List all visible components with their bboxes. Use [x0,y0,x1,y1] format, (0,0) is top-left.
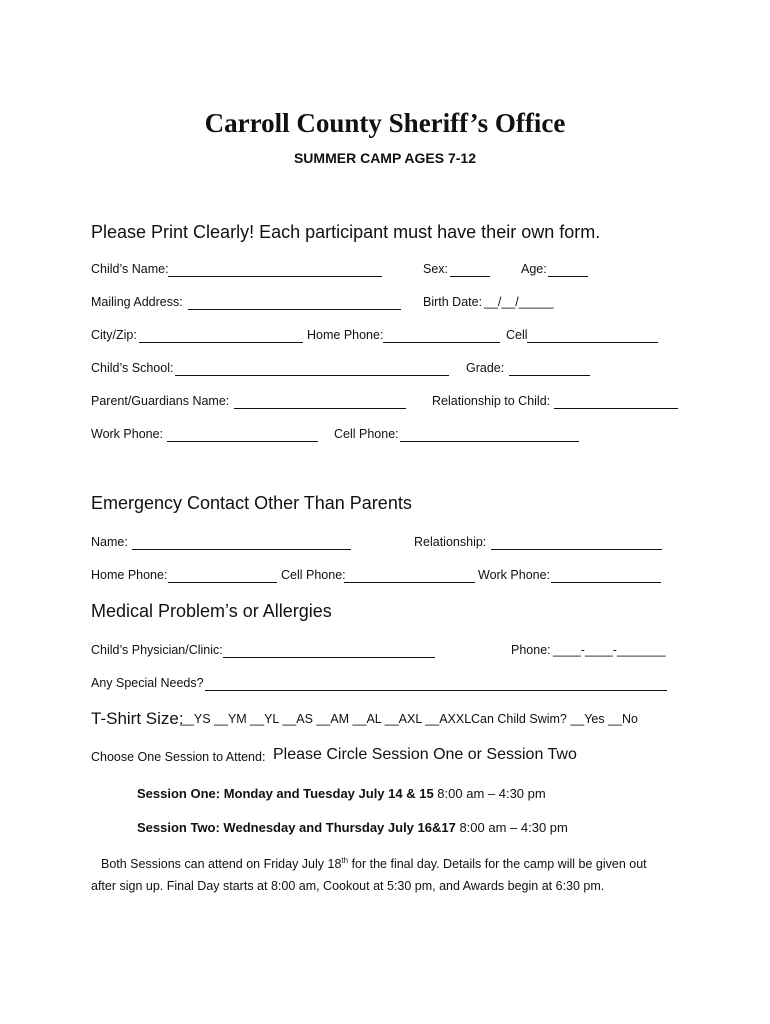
medical-heading: Medical Problem’s or Allergies [91,601,332,621]
city-zip-field[interactable] [139,330,303,343]
emergency-work-phone-label: Work Phone: [478,568,551,582]
home-phone-label: Home Phone: [307,328,384,342]
emergency-relationship-label: Relationship: [414,535,487,549]
emergency-name-label: Name: [91,535,128,549]
session-one-time: 8:00 am – 4:30 pm [433,786,546,801]
emergency-name-field[interactable] [132,537,351,550]
can-child-swim[interactable]: Can Child Swim? __Yes __No [471,712,638,726]
physician-phone-field[interactable]: ____-____-_______ [553,643,666,657]
session-two[interactable] [137,820,568,835]
emergency-relationship-field[interactable] [491,537,662,550]
instructions: Please Print Clearly! Each participant must have their own form. [91,222,601,242]
session-choice-label: Choose One Session to Attend: [91,750,266,764]
special-needs-label: Any Special Needs? [91,676,204,690]
childs-school-field[interactable] [175,363,449,376]
physician-phone-label: Phone: [511,643,551,657]
special-needs-field[interactable] [205,678,667,691]
grade-field[interactable] [509,363,590,376]
final-day-sup: th [341,856,349,865]
form-title: Carroll County Sheriff’s Office [204,108,566,138]
birth-date-field[interactable]: __/__/_____ [484,295,554,309]
work-phone-field[interactable] [167,429,318,442]
session-two-time: 8:00 am – 4:30 pm [455,820,568,835]
relationship-to-child-label: Relationship to Child: [432,394,551,408]
session-choice-instruction: Please Circle Session One or Session Two [273,746,577,763]
session-one-name: Session One: Monday and Tuesday July 14 & 15 [137,786,434,801]
emergency-home-phone-label: Home Phone: [91,568,168,582]
cell-field[interactable] [527,330,658,343]
childs-name-label: Child’s Name: [91,262,169,276]
childs-school-label: Child’s School: [91,361,174,375]
tshirt-size-options[interactable]: __YS __YM __YL __AS __AM __AL __AXL __AXXL [180,712,472,726]
birth-date-label: Birth Date: [423,295,483,309]
age-label: Age: [521,262,547,276]
age-field[interactable] [548,264,588,277]
sex-field[interactable] [450,264,490,277]
final-day-details [91,850,671,897]
work-phone-label: Work Phone: [91,427,164,441]
final-day-text-before: Both Sessions can attend on Friday July 18 [101,857,342,872]
tshirt-size-label: T-Shirt Size: [91,709,184,728]
cell-phone-label: Cell Phone: [334,427,399,441]
cell-label: Cell [506,328,528,342]
final-day-text-after: for the final day. Details for the camp will be given out after sign up. Final Day starts at 8:00 am, Cookout at 5:30 pm, and Awards begin at 6:30 pm. [91,857,647,894]
parent-guardians-name-label: Parent/Guardians Name: [91,394,230,408]
sex-label: Sex: [423,262,449,276]
city-zip-label: City/Zip: [91,328,137,342]
emergency-cell-phone-field[interactable] [344,570,475,583]
mailing-address-label: Mailing Address: [91,295,183,309]
physician-label: Child’s Physician/Clinic: [91,643,223,657]
emergency-cell-phone-label: Cell Phone: [281,568,346,582]
emergency-home-phone-field[interactable] [168,570,277,583]
mailing-address-field[interactable] [188,297,401,310]
parent-guardians-name-field[interactable] [234,396,406,409]
childs-name-field[interactable] [168,264,382,277]
emergency-work-phone-field[interactable] [551,570,661,583]
home-phone-field[interactable] [383,330,500,343]
form-subtitle: SUMMER CAMP AGES 7-12 [293,150,477,166]
cell-phone-field[interactable] [400,429,579,442]
relationship-to-child-field[interactable] [554,396,678,409]
session-two-name: Session Two: Wednesday and Thursday July 16&17 [137,820,456,835]
physician-field[interactable] [223,645,435,658]
grade-label: Grade: [466,361,505,375]
session-one[interactable] [137,786,546,801]
emergency-heading: Emergency Contact Other Than Parents [91,493,412,513]
